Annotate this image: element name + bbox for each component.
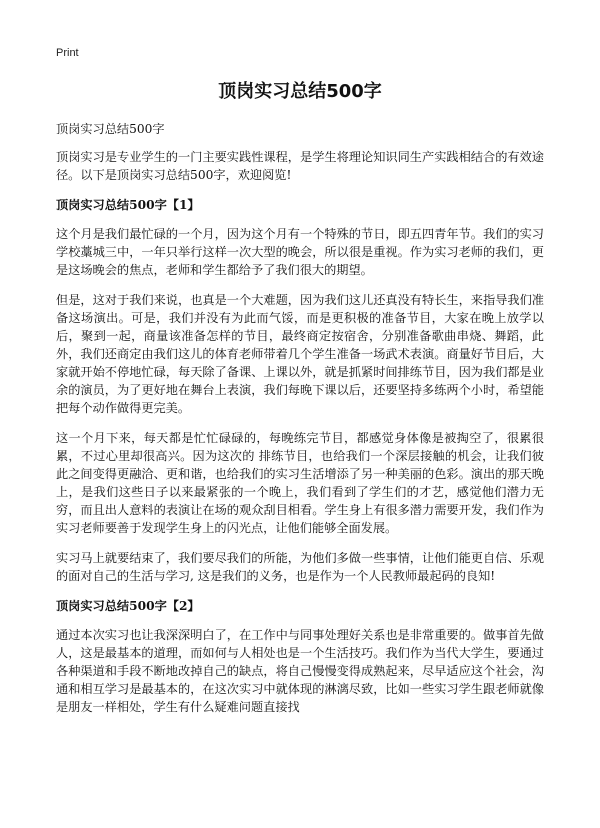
section-1-paragraph-1: 这个月是我们最忙碌的一个月，因为这个月有一个特殊的节日，即五四青年节。我们的实习学校藁城三中，一年只举行这样一次大型的晚会，所以很是重视。作为实习老师的我们，更是这场晚会的焦点，老师和学生都给予了我们很大的期望。 [56, 227, 544, 277]
section-heading-1: 顶岗实习总结500字【1】 [56, 198, 200, 212]
section-1-paragraph-3: 这一个月下来，每天都是忙忙碌碌的，每晚练完节目，都感觉身体像是被掏空了，很累很累，不过心里却很高兴。因为这次的 排练节目，也给我们一个深层接触的机会，让我们彼此之间变得更融洽、更和谐，也给我们的实习生活增添了另一种美丽的色彩。演出的那天晚上，是我们这些日子以来最紧张的一个晚上，我们看到了学生们的才艺，感觉他们潜力无穷，而且出人意料的表演让在场的观众刮目相看。学生身上有很多潜力需要开发，我们作为实习老师要善于发现学生身上的闪光点，让他们能够全面发展。 [56, 431, 544, 535]
page-title: 顶岗实习总结500字 [218, 81, 382, 102]
print-label: Print [56, 47, 79, 59]
intro-paragraph: 顶岗实习是专业学生的一门主要实践性课程，是学生将理论知识同生产实践相结合的有效途径。以下是顶岗实习总结500字，欢迎阅览! [56, 150, 544, 182]
section-heading-2: 顶岗实习总结500字【2】 [56, 599, 200, 613]
section-1-paragraph-2: 但是，这对于我们来说，也真是一个大难题，因为我们这儿还真没有特长生，来指导我们准备这场演出。可是，我们并没有为此而气馁，而是更积极的准备节目，大家在晚上放学以后，聚到一起，商量该准备怎样的节目，最终商定按宿舍，分别准备歌曲串烧、舞蹈，此外，我们还商定由我们这儿的体育老师带着几个学生准备一场武术表演。商量好节目后，大家就开始不停地忙碌，每天除了备课、上课以外，就是抓紧时间排练节目，因为我们都是业余的演员，为了更好地在舞台上表演，我们每晚下课以后，还要坚持多练两个小时，希望能把每个动作做得更完美。 [56, 293, 544, 415]
document-body [56, 120, 544, 728]
document-subtitle: 顶岗实习总结500字 [56, 122, 165, 136]
section-2-paragraph-1: 通过本次实习也让我深深明白了，在工作中与同事处理好关系也是非常重要的。做事首先做人，这是最基本的道理，而如何与人相处也是一个生活技巧。我们作为当代大学生，要通过各种渠道和手段不断地改掉自己的缺点，将自己慢慢变得成熟起来，尽早适应这个社会，沟通和相互学习是最基本的，在这次实习中就体现的淋漓尽致，比如一些实习学生跟老师就像是朋友一样相处，学生有什么疑难问题直接找 [56, 628, 544, 714]
section-1-paragraph-4: 实习马上就要结束了，我们要尽我们的所能，为他们多做一些事情，让他们能更自信、乐观的面对自己的生活与学习, 这是我们的义务，也是作为一个人民教师最起码的良知! [56, 551, 544, 583]
